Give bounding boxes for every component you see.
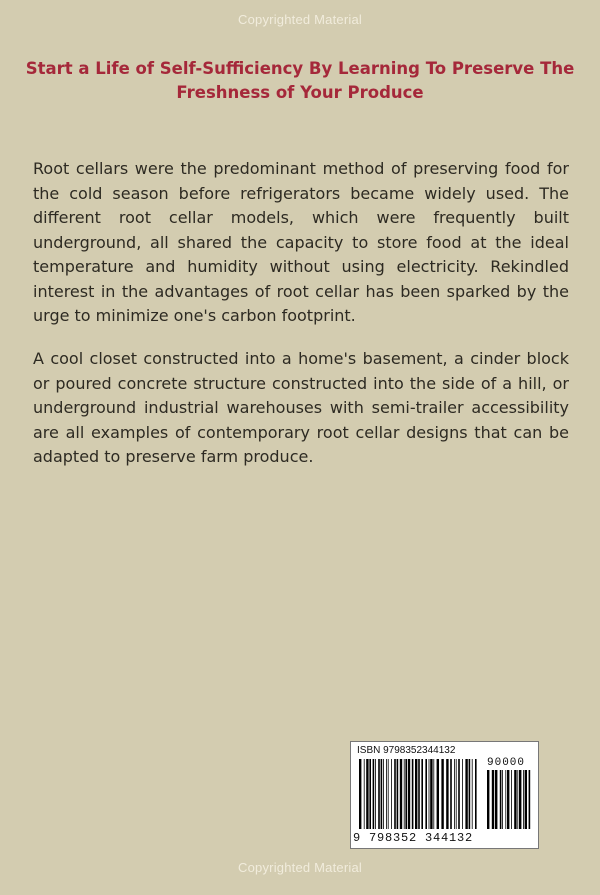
- barcode-bar: [369, 759, 371, 829]
- barcode-bar: [388, 759, 389, 829]
- barcode-bar: [412, 759, 414, 829]
- barcode-bar: [462, 759, 463, 829]
- barcode-bar: [408, 759, 410, 829]
- copyright-watermark-bottom: Copyrighted Material: [238, 860, 362, 875]
- barcode-bar: [383, 759, 384, 829]
- barcode-bar: [475, 759, 477, 829]
- barcode-bar: [366, 759, 368, 829]
- barcode-bar: [378, 759, 380, 829]
- addon-barcode-bar: [525, 770, 527, 829]
- addon-barcode-bar: [500, 770, 502, 829]
- addon-barcode-bars: [487, 770, 531, 829]
- barcode-bar: [397, 759, 399, 829]
- barcode-bar: [469, 759, 471, 829]
- addon-barcode-bar: [517, 770, 518, 829]
- addon-barcode-bar: [505, 770, 506, 829]
- addon-barcode-bar: [487, 770, 489, 829]
- copyright-watermark-top: Copyrighted Material: [238, 12, 362, 27]
- barcode-bar: [381, 759, 383, 829]
- addon-barcode-bar: [495, 770, 497, 829]
- barcode-bar: [430, 759, 432, 829]
- barcode-bar: [454, 759, 455, 829]
- addon-barcode-bar: [511, 770, 512, 829]
- barcode-bar: [456, 759, 457, 829]
- paragraph-2: A cool closet constructed into a home's basement, a cinder block or poured concrete structure constructed into the side of a hill, or underground industrial warehouses with semi-trailer accessibility are all examples of contemporary root cellar designs that can be adapted to preserve farm produce.: [33, 349, 569, 466]
- addon-barcode-bar: [523, 770, 524, 829]
- barcode-digits: 9 798352 344132: [353, 831, 474, 845]
- barcode-bar: [386, 759, 387, 829]
- barcode-bar: [446, 759, 448, 829]
- paragraph-1: Root cellars were the predominant method of preserving food for the cold season before refrigerators became widely used. The different root cellar models, which were frequently built underground, all shared the capacity to store food at the ideal temperature and humidity without using electricity. Rekindled interest in the advantages of root cellar has been sparked by the urge to minimize one's carbon footprint.: [33, 159, 569, 325]
- addon-barcode-bar: [514, 770, 516, 829]
- addon-barcode-bar: [507, 770, 509, 829]
- barcode-bar: [421, 759, 423, 829]
- barcode-bars: [359, 759, 479, 829]
- barcode-bar: [437, 759, 439, 829]
- barcode-bar: [405, 759, 407, 829]
- headline-line-2: Freshness of Your Produce: [176, 83, 424, 102]
- barcode-bar: [375, 759, 376, 829]
- barcode-bar: [450, 759, 452, 829]
- barcode-bar: [465, 759, 467, 829]
- barcode-bar: [472, 759, 473, 829]
- barcode-bar: [391, 759, 392, 829]
- addon-barcode-bar: [502, 770, 503, 829]
- barcode-bar: [400, 759, 402, 829]
- addon-barcode-bar: [529, 770, 531, 829]
- barcode-bar: [394, 759, 396, 829]
- barcode-bar: [364, 759, 365, 829]
- isbn-label: ISBN 9798352344132: [357, 745, 456, 756]
- barcode-bar: [404, 759, 405, 829]
- addon-barcode-bar: [519, 770, 521, 829]
- price-code: 90000: [487, 757, 526, 769]
- barcode-bar: [359, 759, 361, 829]
- headline-line-1: Start a Life of Self-Sufficiency By Learning To Preserve The: [25, 59, 575, 78]
- barcode-bar: [415, 759, 417, 829]
- addon-barcode-bar: [492, 770, 494, 829]
- barcode-bar: [433, 759, 434, 829]
- barcode-bar: [458, 759, 460, 829]
- headline: [20, 57, 580, 105]
- barcode-bar: [429, 759, 430, 829]
- isbn-barcode: [350, 741, 539, 849]
- barcode-bar: [441, 759, 443, 829]
- barcode-bar: [425, 759, 427, 829]
- barcode-bar: [418, 759, 420, 829]
- barcode-bar: [373, 759, 375, 829]
